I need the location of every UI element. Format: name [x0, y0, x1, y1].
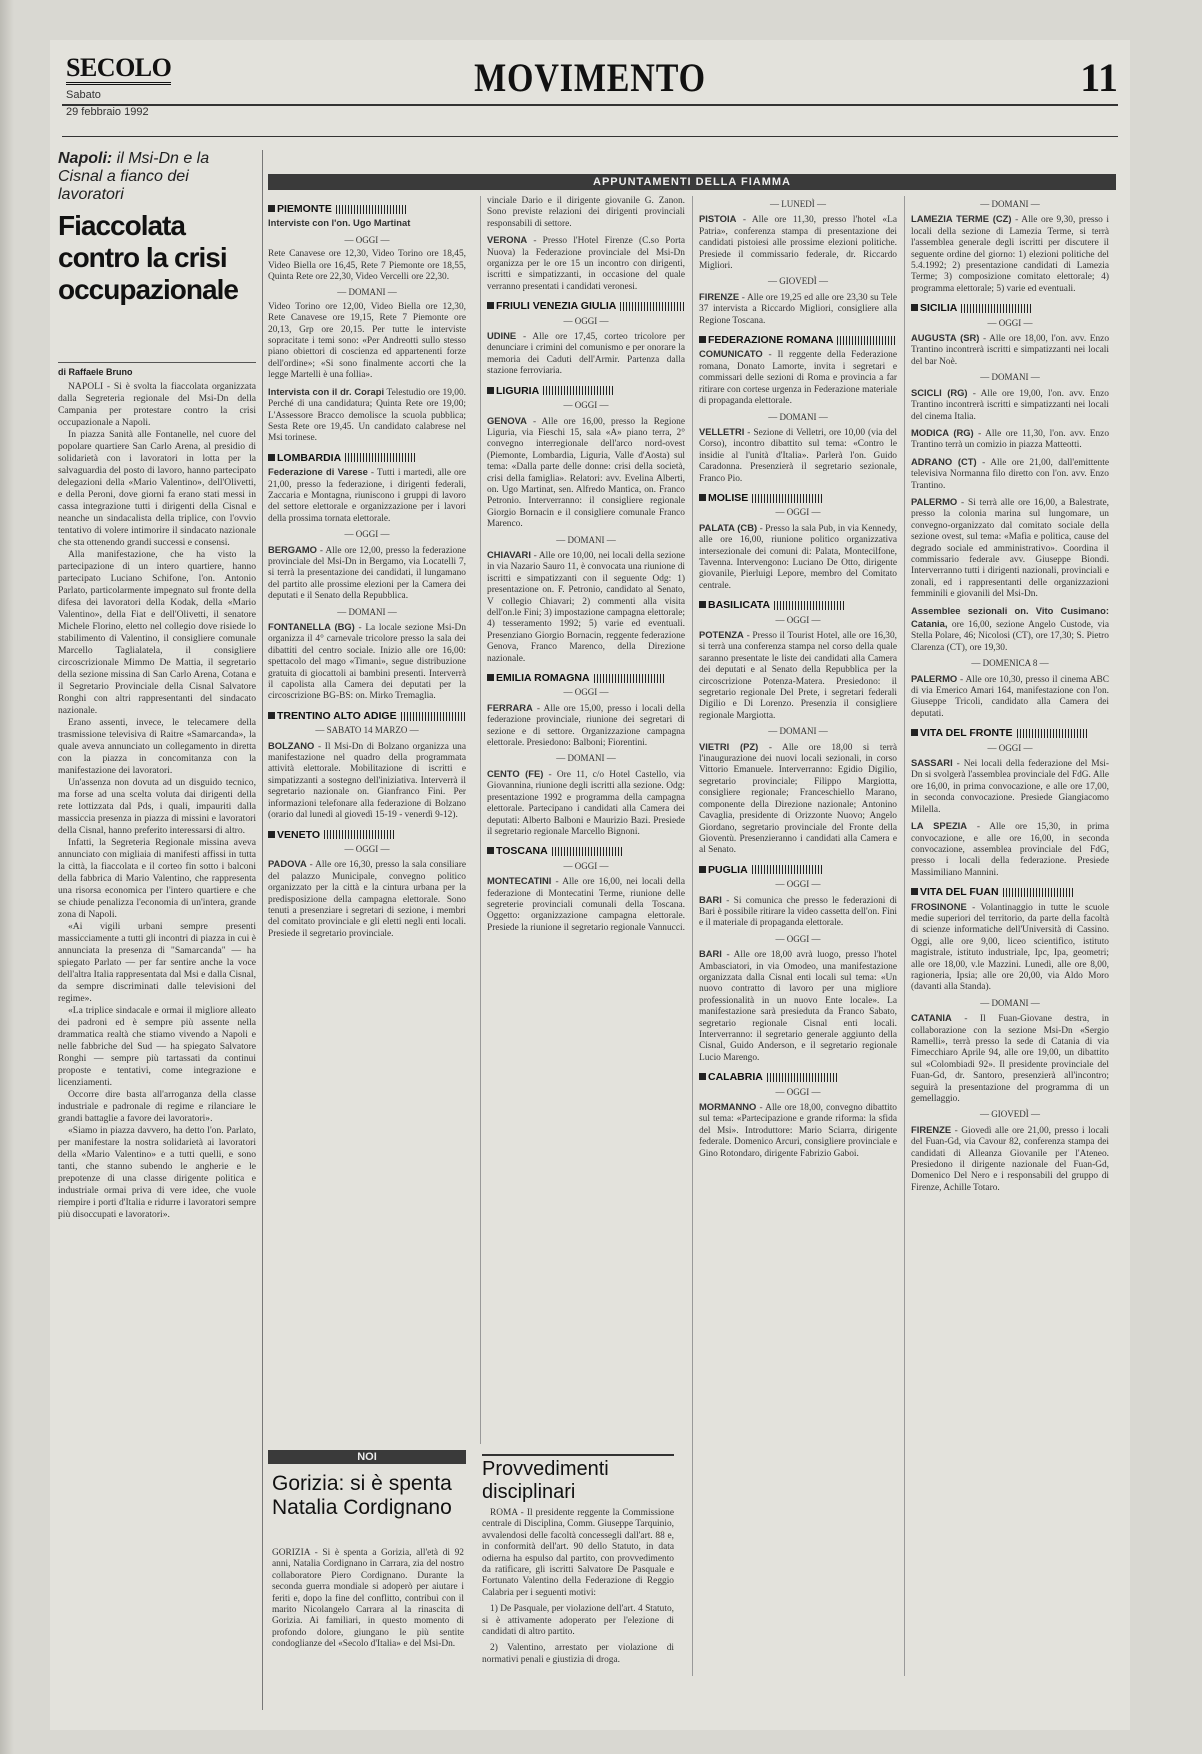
square-bullet-icon	[487, 847, 494, 854]
provvedimenti-paragraph: 2) Valentino, arrestato per violazione di normativi penali e giustizia di droga.	[482, 1643, 674, 1665]
day-label: — OGGI —	[344, 843, 390, 854]
entry-text: - Alle ore 11,30, presso l'hotel «La Patria», conferenza stampa di presentazione dei candidati pistoiesi alle prossime elezioni politiche. Presiede il commissario federale, dr. Riccardo Migliori.	[699, 215, 897, 272]
region-heading	[699, 865, 897, 876]
entry-place: VELLETRI	[699, 425, 745, 437]
entry-place: Interviste con l'on. Ugo Martinat	[268, 217, 411, 229]
entry-place: FROSINONE	[911, 900, 967, 912]
square-bullet-icon	[911, 888, 918, 895]
region-name: LIGURIA	[496, 385, 540, 397]
appointment-entry	[699, 213, 897, 272]
entry-text: - Il Msi-Dn di Bolzano organizza una manifestazione nel quadro della programmata attività elettorale. Mobilitazione di iscritti e simpatizzanti a sostegno dell'iniziativa. Interverrà il segretario nazionale on. Gianfranco Fini. Per informazioni telefonare alla federazione di Bolzano (orario dal lunedì al giovedì 15-19 - venerdì 9-12).	[268, 741, 466, 821]
lead-paragraph: «Siamo in piazza davvero, ha detto l'on. Parlato, per manifestare la nostra solidarietà ai lavoratori della «Mario Valentino» e a tutti quelli, e sono tanti, che stanno subendo le angherie e le prepotenze di una classe dirigente politica e industriale ormai priva di vere idee, che vuole riempire i porti d'Italia e ridurre i lavoratori sempre più disoccupati e lavoratori».	[58, 1125, 256, 1220]
section-title: MOVIMENTO	[474, 55, 706, 100]
entry-text: - Tutti i martedì, alle ore 21,00, presso la federazione, i dirigenti federali, Zaccaria e Montagna, riuniscono i gruppi di lavoro del settore elettorale e organizzazione per i lavori della prossima tornata elettorale.	[268, 468, 466, 524]
region-name: PUGLIA	[708, 864, 748, 876]
entry-place: MORMANNO	[699, 1101, 757, 1113]
entry-text: - Volantinaggio in tutte le scuole medie superiori del territorio, da parte della facoltà di scienze informatiche dell'Università di Cassino. Oggi, alle ore 9,00, liceo scientifico, istituto magistrale, istituto industriale, Ipc, Ipa, geometri; alle ore 18,00, v.le Mazzini. Lunedì, alle ore 8,00, ragioneria, Ipsia; alle ore 20,00, via Aldo Moro (davanti alla Standa).	[911, 902, 1109, 993]
region-name: MOLISE	[708, 492, 749, 504]
region-bars-ornament	[1017, 729, 1087, 738]
region-name: PIEMONTE	[277, 204, 332, 215]
appointment-entry	[699, 426, 897, 485]
lead-body	[58, 381, 256, 1221]
entry-text: - Alle ore 9,30, presso i locali della sezione di Lamezia Terme, si terrà l'assemblea generale degli iscritti per discutere il seguente ordine del giorno: 1) elezioni politiche del 5.4.1992; 2) presentazione candidati di Lamezia Terme; 3) composizione comitato elettorale; 4) programma elettorale; 5) varie ed eventuali.	[911, 215, 1109, 294]
day-label: — OGGI —	[344, 529, 390, 540]
region-name: EMILIA ROMAGNA	[496, 673, 590, 685]
provvedimenti-paragraph: ROMA - Il presidente reggente la Commissione centrale di Disciplina, Comm. Giuseppe Tarquinio, avvalendosi delle facoltà concessegli dall'art. 88 e, in conformità dell'art. 90 dello Statuto, in data odierna ha espulso dal partito, con provvedimento da ratificare, gli iscritti Salvatore De Pasquale e Fortunato Valentino della Federazione di Reggio Calabria per i seguenti motivi:	[482, 1508, 674, 1598]
square-bullet-icon	[487, 387, 494, 394]
entry-text: - Nei locali della federazione del Msi-Dn si svolgerà l'assemblea provinciale del FdG. Alle ore 16,00, in prima convocazione, e alle ore 17,00, in seconda convocazione. Presiede Giangiacomo Milella.	[911, 759, 1109, 815]
appointment-entry	[268, 386, 466, 445]
entry-text: Telestudio ore 19,00. Perché di una candidatura; Quinta Rete ore 19,00; L'Assessore Bracco demolisce la scuola pubblica; Sesta Rete ore 19,45. Un candidato calabrese nel Msi torinese.	[268, 387, 466, 444]
day-label: — OGGI —	[344, 234, 390, 245]
day-label: — DOMANI —	[768, 411, 828, 422]
entry-text: - La locale sezione Msi-Dn organizza il 4° carnevale tricolore presso la sala dei dibattiti del centro sociale. Inizio alle ore 16,00: spettacolo del mago «Timani», segue distribuzione gratuita di giocattoli ai bambini presenti. Interverrà il capolista alla Camera dei deputati per la circoscrizione BG-BS: on. Mirko Tremaglia.	[268, 623, 466, 702]
region-heading	[268, 453, 466, 464]
region-heading	[699, 493, 897, 504]
entry-place: FERRARA	[487, 701, 533, 713]
entry-place: COMUNICATO	[699, 348, 763, 360]
entry-text: - Alle ore 17,45, corteo tricolore per denunciare i crimini del comunismo e per onorare la memoria dei Caduti dell'Armir. Partenza dalla stazione ferroviaria.	[487, 332, 685, 377]
entry-place: FIRENZE	[911, 1123, 952, 1135]
square-bullet-icon	[268, 712, 275, 719]
entry-text: - Si comunica che presso le federazioni di Bari è possibile ritirare la video cassetta dell'on. Fini e il materiale di propaganda elettorale.	[699, 895, 897, 929]
region-bars-ornament	[837, 336, 897, 345]
appointment-entry	[911, 427, 1109, 452]
region-heading	[911, 728, 1109, 739]
appointment-entry	[268, 740, 466, 822]
entry-place: SASSARI	[911, 757, 953, 769]
region-heading	[699, 600, 897, 611]
lead-paragraph: Un'assenza non dovuta ad un disguido tecnico, ma forse ad una scelta voluta dai dirigenti della rete lottizzata dal Pds, i quali, impauriti dalla massiccia presenza in piazza di missini e lavoratori della Cisnal, hanno preferito interessarsi di altro.	[58, 777, 256, 836]
entry-place: PALATA (CB)	[699, 521, 758, 533]
square-bullet-icon	[911, 729, 918, 736]
appointment-entry	[911, 1012, 1109, 1105]
lead-article	[58, 150, 263, 1710]
entry-place: CHIAVARI	[487, 548, 531, 560]
appointment-entry	[911, 387, 1109, 423]
square-bullet-icon	[699, 601, 706, 608]
entry-text: - Ore 11, c/o Hotel Castello, via Giovannina, riunione degli iscritti alla sezione. Odg: presentazione 1992 e programma della campagna elettorale. Partecipano i candidati alla Camera dei deputati: Alberto Balboni e Maurizio Bazi. Presiede il segretario regionale Marcello Bignoni.	[487, 769, 685, 837]
entry-place: AUGUSTA (SR)	[911, 332, 980, 344]
entry-text: - Presso l'Hotel Firenze (C.so Porta Nuova) la Federazione provinciale del Msi-Dn organizza per le ore 15 un incontro con dirigenti, iscritti e simpatizzanti, in occasione del quale verranno presentati i candidati veronesi.	[487, 236, 685, 292]
region-bars-ornament	[324, 830, 394, 839]
noi-band: NOI	[268, 1450, 466, 1464]
entry-place: PALERMO	[911, 495, 958, 507]
entry-place: PADOVA	[268, 858, 307, 870]
entry-text: vinciale Dario e il dirigente giovanile G. Zanon. Sono previste relazioni dei dirigenti provinciali responsabili di settore.	[487, 196, 685, 229]
noi-headline: Gorizia: si è spenta Natalia Cordignano	[272, 1472, 452, 1519]
appointment-entry	[487, 196, 685, 230]
region-heading	[487, 846, 685, 857]
day-label: — DOMANI —	[980, 372, 1040, 383]
region-bars-ornament	[594, 674, 664, 683]
appointment-entry	[911, 605, 1109, 655]
region-name: TOSCANA	[496, 846, 548, 858]
entry-place: CENTO (FE)	[487, 767, 544, 779]
appointment-entry	[487, 875, 685, 934]
region-name: VITA DEL FRONTE	[920, 728, 1013, 740]
square-bullet-icon	[699, 336, 706, 343]
entry-text: - Alle ore 18,00 avrà luogo, presso l'hotel Ambasciatori, in via Omodeo, una manifestazione organizzata dalla Cisnal enti locali sul tema: «Un nuovo contratto di lavoro per una migliore professionalità in un nuovo Ente locale». La manifestazione sarà presieduta da Franco Sabato, segretario regionale Cisnal enti locali. Interverranno: il segretario generale aggiunto della Cisnal, Guido Anderson, e il segretario regionale Lucio Marengo.	[699, 950, 897, 1063]
day-label: — GIOVEDÌ —	[980, 1109, 1040, 1120]
entry-place: Intervista con il dr. Corapi	[268, 385, 385, 397]
entry-text: - Alle ore 16,00, nei locali della federazione di Montecatini Terme, riunione delle segreterie provinciali comunali della Toscana. Oggetto: organizzazione campagna elettorale. Presiede la riunione il segretario regionale Vannucci.	[487, 877, 685, 933]
lead-paragraph: «La triplice sindacale e ormai il migliore alleato dei padroni ed è sempre più assente nella drammatica realtà che stiamo vivendo a Napoli e nelle fabbriche del Sud — ha spiegato Salvatore Ronghi — sempre più tartassati da continui proposte e tentativi, come integrazione e licenziamenti.	[58, 1005, 256, 1088]
day-label: — DOMANI —	[337, 287, 397, 298]
entry-text: - Alle ore 10,00, nei locali della sezione in via Nazario Sauro 11, è convocata una riunione di iscritti e simpatizzanti con il seguente Odg: 1) presentazione on. F. Petronio, candidato al Senato, V collegio Chiavari; 2) commenti alla visita dell'on.le Fini; 3) impostazione campagna elettorale; 4) tesseramento 1992; 5) varie ed eventuali. Presenziano Giorgio Bornacin, reggente federazione Genova, Franco Marenco, della Direzione nazionale.	[487, 550, 685, 664]
region-bars-ornament	[345, 453, 415, 462]
day-label: — GIOVEDÌ —	[768, 276, 828, 287]
appointment-entry	[268, 217, 466, 230]
region-heading	[911, 887, 1109, 898]
entry-place: UDINE	[487, 330, 517, 342]
issue-day: Sabato	[66, 89, 101, 101]
square-bullet-icon	[487, 302, 494, 309]
region-name: LOMBARDIA	[277, 452, 342, 464]
region-name: VENETO	[277, 829, 320, 841]
lead-kicker-text: il Msi-Dn e la Cisnal a fianco dei lavoratori	[58, 150, 210, 203]
entry-place: FIRENZE	[699, 290, 740, 302]
entry-place: PALERMO	[911, 672, 958, 684]
appointment-entry	[487, 549, 685, 665]
square-bullet-icon	[268, 831, 275, 838]
entry-text: - Si terrà alle ore 16,00, a Balestrate, presso la colonia marina sul lungomare, un convegno-organizzato dal comitato sociale della sezione ovest, sul tema: «Mafia e politica, cause del degrado sociale ed amministrativo». Coordina il commissario federale avv. Giuseppe Biondi. Interverranno tutti i dirigenti nazionali, provinciali e zonali, ed i rappresentanti delle organizzazioni femminili e giovanili del Msi-Dn.	[911, 497, 1109, 600]
lead-paragraph: In piazza Sanità alle Fontanelle, nel cuore del popolare quartiere San Carlo Arena, al presidio di solidarietà con i lavoratori in lotta per la salvaguardia del posto di lavoro, hanno partecipato delegazioni della «Mario Valentino», dell'Olivetti, e della Peroni, dove giorni fa erano stati messi in cassa integrazione tutti i dirigenti della Cisnal e neanche un sindacalista della triplice, con l'ovvio tentativo di volere intimorire il sindacato nazionale che sta ottenendo grandi successi e consensi.	[58, 429, 256, 548]
appuntamenti-band: APPUNTAMENTI DELLA FIAMMA	[268, 174, 1116, 190]
region-bars-ornament	[336, 205, 406, 214]
lead-headline: Fiaccolata contro la crisi occupazionale	[58, 210, 238, 305]
entry-text: - Alle ore 18,00, convegno dibattito sul tema: «Partecipazione e grande riforma: la sfida del Msi». Introduttore: Mario Sciarra, dirigente federale. Domenico Arcuri, consigliere provinciale e Gino Rotondaro, dirigente Fabrizio Gaboi.	[699, 1103, 897, 1159]
region-heading	[487, 301, 685, 312]
square-bullet-icon	[699, 494, 706, 501]
entry-place: Assemblee sezionali on. Vito Cusimano: Catania,	[911, 604, 1109, 629]
day-label: — DOMANI —	[980, 199, 1040, 209]
noi-body: GORIZIA - Si è spenta a Gorizia, all'età di 92 anni, Natalia Cordignano in Carrara, zia del nostro collaboratore Piero Cordignano. Durante la seconda guerra mondiale si adoperò per aiutare i feriti e, dopo la fine del conflitto, contribuì con il marito Nicolangelo Carrara al la rinascita di Gorizia. Ai familiari, in questo momento di profondo dolore, giungano le più sentite condoglianze del «Secolo d'Italia» e del Msi-Dn.	[272, 1548, 464, 1650]
entry-place: FONTANELLA (BG)	[268, 621, 355, 632]
header-rule-thin	[62, 136, 1118, 137]
region-bars-ornament	[543, 386, 613, 395]
day-label: — LUNEDÌ —	[770, 199, 826, 209]
entry-text: - Alle ore 15,30, in prima convocazione, e alle ore 16,00, in seconda convocazione, assemblea provinciale del FdG, presso i locali della federazione. Presiede Massimiliano Mannini.	[911, 822, 1109, 878]
appointment-entry	[911, 213, 1109, 295]
region-bars-ornament	[961, 304, 1031, 313]
appointment-entry	[699, 629, 897, 722]
region-bars-ornament	[767, 1073, 837, 1082]
appointment-entry	[699, 522, 897, 592]
entry-place: LAMEZIA TERME (CZ)	[911, 213, 1012, 225]
appointment-entry	[268, 249, 466, 283]
entry-place: MODICA (RG)	[911, 426, 974, 438]
region-name: TRENTINO ALTO ADIGE	[277, 710, 397, 722]
lead-paragraph: Alla manifestazione, che ha visto la partecipazione di un intero quartiere, hanno partecipato Luciano Schifone, l'on. Antonio Parlato, particolarmente impegnato sul fronte della difesa dei lavoratori della Kodak, della «Mario Valentino», della Fiat e dell'Olivetti, il senatore Michele Florino, eletto nel collegio dove risiede lo stabilimento di Valentino, il consigliere comunale Marcello Taglialatela, il consigliere circoscrizionale Mimmo De Mattia, il segretario della sezione missina di San Carlo Arena, Cotana e il Segretario Provinciale della Cisnal Salvatore Ronghi con altri rappresentanti del sindacato nazionale.	[58, 549, 256, 716]
entry-text: - Alle ore 21,00, dall'emittente televisiva Normanna filo diretto con l'on. avv. Enzo Trantino.	[911, 457, 1109, 491]
region-heading	[268, 830, 466, 841]
appuntamenti-column	[480, 196, 685, 1444]
day-label: — DOMANI —	[556, 534, 616, 545]
region-bars-ornament	[774, 601, 844, 610]
entry-place: MONTECATINI	[487, 875, 552, 887]
region-bars-ornament	[752, 865, 822, 874]
appointment-entry	[268, 544, 466, 603]
square-bullet-icon	[487, 674, 494, 681]
day-label: — OGGI —	[563, 860, 609, 871]
entry-text: - Alle ore 16,30, presso la sala consiliare del palazzo Municipale, convegno politico organizzato per la città e la cintura urbana per la predisposizione della campagna elettorale. Sono tenuti a presenziare i segretari di sezione, i membri del comitato provinciale e gli eletti negli enti locali. Presiede il segretario provinciale.	[268, 860, 466, 939]
appointment-entry	[911, 1124, 1109, 1194]
provvedimenti-paragraph: 1) De Pasquale, per violazione dell'art. 4 Statuto, si è attivamente adoperato per l'elezione di candidati di altro partito.	[482, 1604, 674, 1638]
appointment-entry	[699, 291, 897, 327]
entry-place: GENOVA	[487, 414, 527, 426]
day-label: — DOMANI —	[337, 606, 397, 617]
page-number: 11	[1080, 55, 1118, 100]
entry-place: BERGAMO	[268, 543, 317, 555]
entry-place: ADRANO (CT)	[911, 455, 977, 467]
region-heading	[699, 1072, 897, 1083]
day-label: — OGGI —	[775, 879, 821, 890]
square-bullet-icon	[268, 205, 275, 212]
entry-place: BARI	[699, 893, 722, 905]
provvedimenti-headline: Provvedimenti disciplinari	[482, 1454, 674, 1504]
entry-text: - Alle ore 10,30, presso il cinema ABC di via Emerico Amari 164, manifestazione con l'on. Giuseppe Tricoli, candidato alla Camera dei deputati.	[911, 674, 1109, 719]
appointment-entry	[911, 757, 1109, 816]
lead-paragraph: Infatti, la Segreteria Regionale missina aveva annunciato con migliaia di manifesti affissi in tutta la città, la fiaccolata e il corteo fin sotto i balconi della fabbrica di Mario Valentino, che rappresenta una risorsa economica per l'intero quartiere e che se chiude penalizza l'economia di un'intera, grande zona di Napoli.	[58, 837, 256, 920]
entry-place: SCICLI (RG)	[911, 386, 968, 398]
appointment-entry	[699, 894, 897, 930]
region-bars-ornament	[552, 847, 622, 856]
lead-kicker	[58, 150, 256, 204]
entry-place: VERONA	[487, 234, 528, 246]
entry-place: Federazione di Varese	[268, 466, 368, 478]
region-name: SICILIA	[920, 303, 958, 315]
region-name: FEDERAZIONE ROMANA	[708, 335, 834, 347]
region-heading	[487, 673, 685, 684]
entry-text: - Alle ore 12,00, presso la federazione provinciale del Msi-Dn in Bergamo, via Locatelli 7, si terrà la presentazione dei candidati, il lungamano del partito alle prossime elezioni per la Camera dei deputati e il Senato della Repubblica.	[268, 545, 466, 602]
entry-text: - Presso la sala Pub, in via Kennedy, alle ore 16,00, riunione politico organizzativa intersezionale dei comuni di: Palata, Montecilfone, Tavenna. Intervengono: Luciano De Otto, dirigente giovanile, Pierluigi Lepore, membro del Comitato centrale.	[699, 523, 897, 591]
region-bars-ornament	[620, 302, 685, 311]
square-bullet-icon	[699, 1073, 706, 1080]
lead-paragraph: Occorre dire basta all'arroganza della classe industriale e padronale di regime e rilanciare le grandi battaglie a favore dei lavoratori».	[58, 1089, 256, 1124]
appointment-entry	[487, 415, 685, 531]
lead-paragraph: NAPOLI - Si è svolta la fiaccolata organizzata dalla Segreteria regionale del Msi-Dn della Campania per protestare contro la crisi occupazionale a Napoli.	[58, 381, 256, 428]
appointment-entry	[699, 348, 897, 407]
entry-text: - Alle ore 15,00, presso i locali della federazione provinciale, riunione dei segretari di sezione e di settore. Organizzazione campagna elettorale. Presiedono: Balboni; Fiorentini.	[487, 703, 685, 749]
day-label: — OGGI —	[987, 317, 1033, 328]
lead-paragraph: Erano assenti, invece, le telecamere della trasmissione televisiva di Raitre «Samarcanda», la quale aveva annunciato un collegamento in diretta con la piazza in concomitanza con la manifestazione dei lavoratori.	[58, 717, 256, 776]
day-label: — OGGI —	[775, 933, 821, 944]
appointment-entry	[487, 768, 685, 838]
newspaper-page	[50, 40, 1130, 1730]
region-heading	[268, 711, 466, 722]
day-label: — DOMANI —	[556, 753, 616, 764]
entry-place: VIETRI (PZ)	[699, 740, 759, 752]
day-label: — OGGI —	[775, 1086, 821, 1097]
appointment-entry	[699, 1101, 897, 1160]
appointment-entry	[487, 234, 685, 293]
appuntamenti-column	[692, 196, 897, 1676]
entry-text: - Alle ore 18,00, l'on. avv. Enzo Trantino incontrerà iscritti e simpatizzanti nei locali del bar Noè.	[911, 334, 1109, 367]
entry-text: Rete Canavese ore 12,30, Video Torino ore 18,45, Video Biella ore 16,45, Rete 7 Piemonte ore 18,55, Quinta Rete ore 22,30, Video Vercelli ore 22,30.	[268, 249, 466, 283]
entry-text: - Alle ore 19,25 ed alle ore 23,30 su Tele 37 intervista a Riccardo Migliori, consigliere alla Regione Toscana.	[699, 292, 897, 326]
day-label: — OGGI —	[775, 507, 821, 518]
region-name: VITA DEL FUAN	[920, 887, 999, 899]
entry-place: CATANIA	[911, 1012, 952, 1024]
entry-text: - Giovedì alle ore 21,00, presso i locali del Fuan-Gd, via Cavour 82, conferenza stampa dei candidati di Alleanza Giovanile per l'Ateneo. Presiedono il dirigente nazionale del Fuan-Gd, Domenico Del Nero e i responsabili del gruppo di Firenze, Achille Totaro.	[911, 1125, 1109, 1193]
day-label: — DOMANI —	[768, 726, 828, 737]
appointment-entry	[911, 820, 1109, 879]
page-fold-shadow	[0, 0, 14, 1754]
entry-text: - Il reggente della Federazione romana, Donato Lamorte, invita i segretari e commissari delle sezioni di Roma e provincia a far ritirare con cortese urgenza in Federazione materiale di propaganda elettorale.	[699, 350, 897, 407]
day-label: — OGGI —	[563, 400, 609, 411]
entry-place: BARI	[699, 948, 722, 960]
square-bullet-icon	[911, 304, 918, 311]
appointment-entry	[911, 332, 1109, 368]
appointment-entry	[911, 496, 1109, 601]
appointment-entry	[487, 330, 685, 378]
region-bars-ornament	[401, 712, 466, 721]
newspaper-logo: SECOLO	[66, 54, 171, 85]
entry-place: PISTOIA	[699, 213, 737, 225]
lead-paragraph: «Ai vigili urbani sempre presenti massicciamente a tutti gli incontri di piazza in cui è annunciata la presenza di "Samarcanda" — ha spiegato Parlato — per far sentire anche la voce dell'altra Italia rappresentata dal Msi e dalla Cisnal, da sempre discriminati dalle televisioni del regime».	[58, 921, 256, 1004]
entry-text: - Alle ore 19,00, l'on. avv. Enzo Trantino incontrerà iscritti e simpatizzanti nei locali del cinema Italia.	[911, 388, 1109, 422]
day-label: — DOMANI —	[980, 997, 1040, 1008]
lead-kicker-place: Napoli:	[58, 150, 113, 167]
appointment-entry	[911, 901, 1109, 994]
appointment-entry	[911, 673, 1109, 721]
header-rule	[62, 104, 1118, 106]
entry-text: - Il Fuan-Giovane destra, in collaborazione con la sezione Msi-Dn «Sergio Ramelli», terrà presso la sede di Catania di via Fimecchiaro Aprile 94, alle ore 19,00, un dibattito sul «Colombiadi 92». Il presidente provinciale del Fuan-Gd, dr. Santoro, presenzierà all'incontro; seguirà la presentazione del programma di un gemellaggio.	[911, 1014, 1109, 1105]
day-label: — OGGI —	[563, 315, 609, 326]
entry-place: POTENZA	[699, 629, 744, 640]
region-heading	[487, 386, 685, 397]
issue-date: 29 febbraio 1992	[66, 106, 149, 118]
day-label: — SABATO 14 MARZO —	[315, 725, 419, 736]
entry-text: ore 16,00, sezione Angelo Custode, via Stella Polare, 46; Nicolosi (CT), ore 17,30; S. Pietro Clarenza (CT), ore 19,30.	[911, 620, 1109, 653]
appointment-entry	[699, 948, 897, 1064]
entry-text: - Alle ore 11,30, l'on. avv. Enzo Trantino terrà un comizio in piazza Matteotti.	[911, 428, 1109, 451]
entry-text: - Alle ore 16,00, presso la Regione Liguria, via Fieschi 15, sala «A» piano terra, 2° convegno interregionale dell'arco nord-ovest (Piemonte, Lombardia, Liguria, Valle d'Aosta) sul tema: «Dalla parte delle donne: crisi della società, crisi della famiglia». Relatori: avv. Evelina Alberti, on. Ugo Martinat, sen. Alfredo Mantica, on. Franco Petronio. Interverranno: il consigliere regionale Giorgio Bornacin e il consigliere comunale Franco Marenco.	[487, 416, 685, 530]
entry-text: - Sezione di Velletri, ore 10,00 (via del Corso), incontro dibattito sul tema: «Contro le insidie al l'unità d'Italia». Parlerà l'on. Guido Caradonna. Presenzierà il segretario sezionale, Franco Pio.	[699, 427, 897, 484]
region-heading	[911, 303, 1109, 314]
lead-byline: di Raffaele Bruno	[58, 362, 256, 377]
region-heading	[268, 204, 466, 215]
appuntamenti-column	[268, 196, 466, 1444]
day-label: — OGGI —	[775, 614, 821, 625]
region-name: CALABRIA	[708, 1072, 763, 1084]
region-bars-ornament	[1003, 888, 1073, 897]
square-bullet-icon	[699, 866, 706, 873]
appointment-entry	[268, 302, 466, 382]
appointment-entry	[268, 466, 466, 525]
square-bullet-icon	[268, 454, 275, 461]
day-label: — DOMENICA 8 —	[971, 658, 1049, 669]
region-bars-ornament	[752, 494, 822, 503]
region-heading	[699, 335, 897, 346]
appointment-entry	[268, 621, 466, 703]
entry-text: - Presso il Tourist Hotel, alle ore 16,30, si terrà una conferenza stampa nel corso della quale saranno presentate le liste dei candidati alla Camera dei deputati e al Senato della Repubblica per la circoscrizione Potenza-Matera. Presiedono: il segretario regionale Del Prete, i segretari federali Digilio e Di Lorenzo. Presenzia il consigliere regionale Margiotta.	[699, 631, 897, 721]
entry-text: - Alle ore 18,00 si terrà l'inaugurazione dei nuovi locali sezionali, in corso Vittorio Emanuele. Interverranno: Egidio Digilio, segretario provinciale; Filippo Margiotta, consigliere regionale; Franceschiello Marano, componente della Direzione nazionale; Antonino Cavaglia, presidente di Orizzonte Nuovo; Angelo Giordano, segretario provinciale del Fronte della Gioventù. Presenzieranno i candidati alla Camera e al Senato.	[699, 742, 897, 856]
entry-text: Video Torino ore 12,00, Video Biella ore 12,30, Rete Canavese ore 19,15, Rete 7 Piemonte ore 20,13, Grp ore 20,15. Per tutte le interviste sopracitate i temi sono: «Per Andreotti sullo stesso piano obiettori di coscienza ed appartenenti forze dell'ordine»; «Si sono finalmente accorti che la legge Martelli è una follia».	[268, 301, 466, 381]
provvedimenti-body	[482, 1508, 674, 1718]
region-name: FRIULI VENEZIA GIULIA	[496, 301, 617, 313]
day-label: — OGGI —	[987, 742, 1033, 753]
appuntamenti-column	[904, 196, 1109, 1676]
appointment-entry	[911, 456, 1109, 492]
appointment-entry	[268, 858, 466, 940]
region-name: BASILICATA	[708, 600, 771, 612]
entry-place: BOLZANO	[268, 739, 315, 751]
entry-place: LA SPEZIA	[911, 820, 968, 832]
appointment-entry	[699, 741, 897, 857]
day-label: — OGGI —	[563, 687, 609, 698]
appointment-entry	[487, 702, 685, 750]
